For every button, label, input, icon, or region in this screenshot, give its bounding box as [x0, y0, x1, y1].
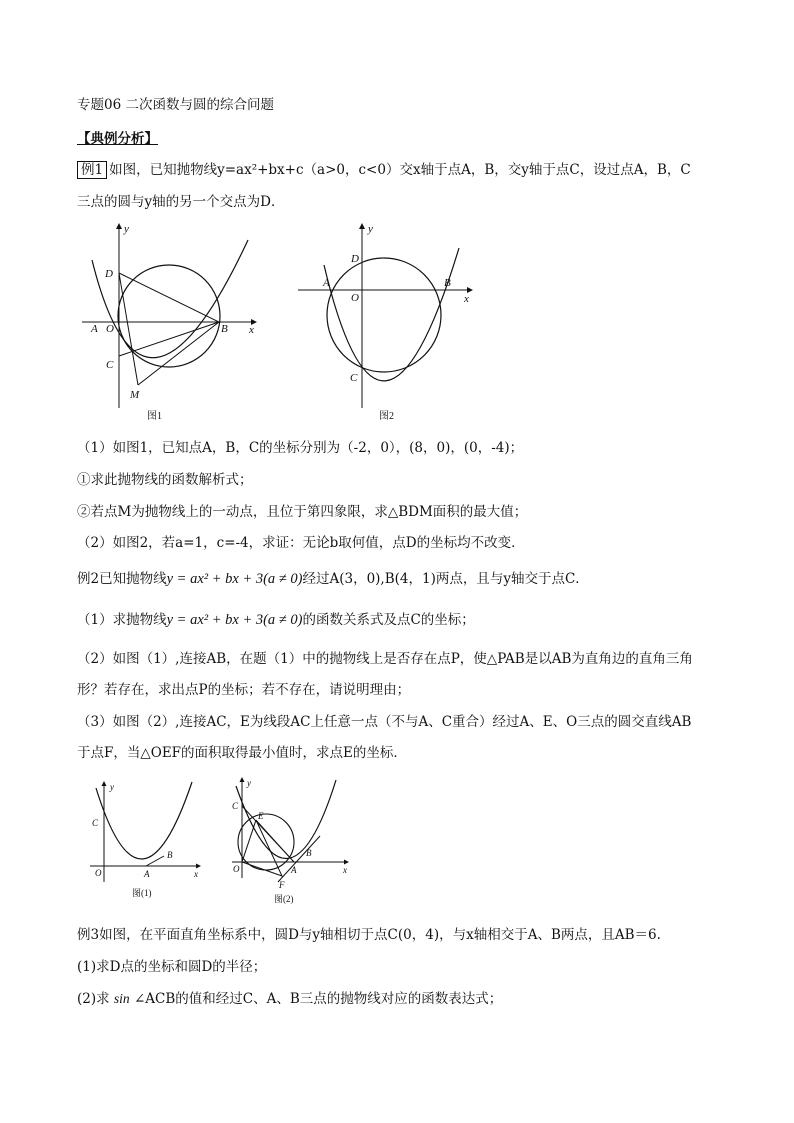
label-f: F [279, 880, 285, 890]
label-x: x [464, 293, 469, 305]
ex3-q2-sin: sin [113, 991, 130, 1006]
segment-mb [138, 322, 219, 385]
label-c: C [232, 801, 239, 811]
parabola [96, 782, 192, 859]
ex1-text-line1: 如图，已知抛物线y=ax²+bx+c（a>0，c<0）交x轴于点A，B，交y轴于点C，设过点A，B，C [109, 162, 691, 178]
figure-caption: 图(1) [132, 888, 152, 898]
label-y: y [124, 223, 129, 235]
label-o: O [351, 292, 359, 304]
document-title: 专题06 二次函数与圆的综合问题 [77, 97, 274, 113]
ex2-question-2-line1: （2）如图（1）,连接AB，在题（1）中的抛物线上是否存在点P，使△PAB是以AB为直角边的直角三角 [77, 651, 693, 667]
label-a: A [291, 865, 297, 875]
section-heading [77, 130, 158, 148]
ex1-tag: 例1 [77, 161, 107, 179]
ex2-question-3-line2: 于点F，当△OEF的面积取得最小值时，求点E的坐标． [77, 745, 407, 761]
label-d: D [351, 253, 359, 265]
ex1-question-1b: ②若点M为抛物线上的一动点，且位于第四象限，求△BDM面积的最大值； [77, 504, 528, 520]
label-b: B [167, 850, 173, 860]
label-y: y [110, 782, 114, 792]
label-b: B [221, 323, 228, 335]
ex3-question-2 [77, 990, 502, 1008]
ex1-intro-line2: 三点的圆与y轴的另一个交点为D． [77, 194, 285, 210]
ex2-question-2-line2: 形？若存在，求出点P的坐标；若不存在，请说明理由； [77, 682, 411, 698]
label-a: A [91, 323, 98, 335]
ex2-intro [77, 570, 589, 588]
ex1-figure-2 [296, 220, 481, 425]
label-o: O [95, 868, 102, 878]
ex3-q2-b: ∠ACB的值和经过C、A、B三点的抛物线对应的函数表达式； [133, 991, 503, 1007]
ex2-q1-formula: y = ax² + bx + 3(a ≠ 0) [166, 612, 303, 628]
parabola [92, 240, 248, 358]
ex1-question-2: （2）如图2，若a=1，c=-4，求证：无论b取何值，点D的坐标均不改变． [77, 535, 525, 551]
label-b: B [444, 277, 451, 289]
label-x: x [194, 869, 198, 879]
parabola [236, 780, 336, 859]
parabola [324, 248, 459, 381]
label-x: x [249, 324, 254, 336]
section-heading-text: 【典例分析】 [77, 131, 158, 147]
ex3-q2-a: (2)求 [77, 991, 110, 1007]
segment-dm [119, 273, 138, 385]
label-c: C [106, 359, 114, 371]
label-y: y [247, 778, 251, 788]
ex3-question-1: (1)求D点的坐标和圆D的半径； [77, 959, 267, 975]
label-e: E [258, 811, 264, 821]
label-c: C [350, 372, 358, 384]
ex1-figure-1 [78, 220, 268, 425]
label-a: A [144, 869, 150, 879]
circle-abc [327, 258, 441, 372]
ex2-figure-1 [86, 778, 206, 903]
ex1-intro-line1 [77, 161, 691, 179]
ex1-question-1a: ①求此抛物线的函数解析式； [77, 472, 253, 488]
figure-caption: 图(2) [274, 894, 294, 904]
label-y: y [368, 223, 373, 235]
ex1-question-1: （1）如图1，已知点A，B，C的坐标分别为（-2，0），(8，0)，(0，-4)； [77, 440, 524, 456]
label-c: C [92, 818, 99, 828]
ex2-q1-a: （1）求抛物线 [77, 612, 167, 628]
ex2-intro-b: 经过A(3，0),B(4，1)两点，且与y轴交于点C． [302, 571, 589, 587]
ex2-formula: y = ax² + bx + 3(a ≠ 0) [166, 571, 303, 587]
figure-caption: 图1 [147, 411, 162, 422]
ex2-question-1 [77, 611, 475, 629]
label-b: B [306, 848, 312, 858]
ex2-figure-2 [228, 774, 353, 909]
triangle-lines [119, 273, 219, 356]
label-a: A [323, 277, 330, 289]
label-o: O [106, 323, 114, 335]
ex3-intro: 例3如图，在平面直角坐标系中，圆D与y轴相切于点C(0，4)，与x轴相交于A、B两点，且AB＝6. [77, 927, 661, 943]
ex2-intro-a: 例2已知抛物线 [77, 571, 167, 587]
ex2-question-3-line1: （3）如图（2）,连接AC，E为线段AC上任意一点（不与A、C重合）经过A、E、O三点的圆交直线AB [77, 714, 692, 730]
label-d: D [105, 268, 113, 280]
label-m: M [130, 389, 140, 401]
figure-caption: 图2 [379, 411, 394, 422]
label-o: O [233, 864, 240, 874]
ex2-q1-b: 的函数关系式及点C的坐标； [302, 612, 475, 628]
label-x: x [343, 865, 347, 875]
